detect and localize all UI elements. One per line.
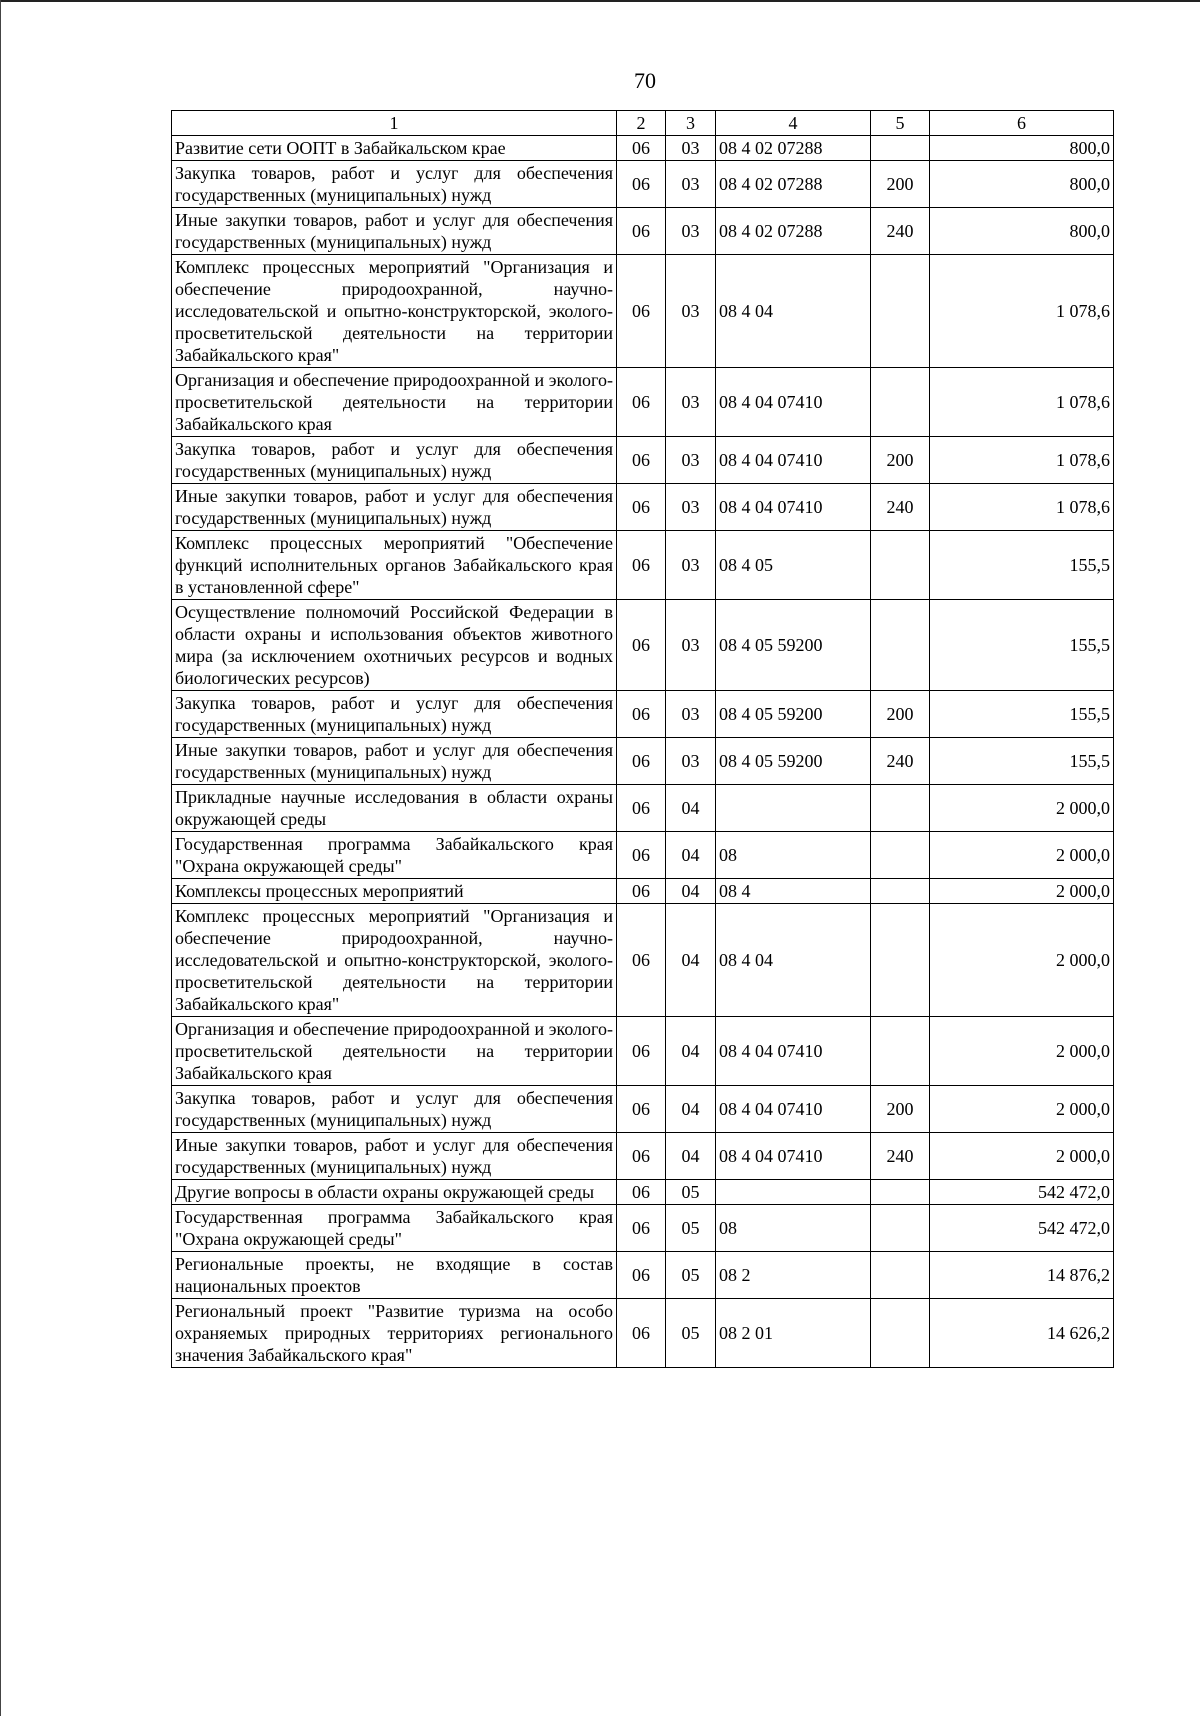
row-target-code-cell: 08 4 04 07410 xyxy=(716,1133,871,1180)
row-name-cell: Региональный проект "Развитие туризма на особо охраняемых природных территориях регионального значения Забайкальского края" xyxy=(172,1299,617,1368)
row-target-code-cell: 08 4 04 07410 xyxy=(716,437,871,484)
row-target-code-cell: 08 2 xyxy=(716,1252,871,1299)
row-target-code-cell: 08 4 02 07288 xyxy=(716,161,871,208)
table-row xyxy=(172,1252,1114,1299)
row-name-cell: Закупка товаров, работ и услуг для обеспечения государственных (муниципальных) нужд xyxy=(172,691,617,738)
row-subsection-cell: 03 xyxy=(666,531,716,600)
row-name-cell: Иные закупки товаров, работ и услуг для обеспечения государственных (муниципальных) нужд xyxy=(172,1133,617,1180)
row-subsection-cell: 05 xyxy=(666,1299,716,1368)
row-section-cell: 06 xyxy=(617,1017,666,1086)
row-target-code-cell: 08 2 01 xyxy=(716,1299,871,1368)
row-section-cell: 06 xyxy=(617,1299,666,1368)
row-target-code-cell: 08 4 xyxy=(716,879,871,904)
table-row xyxy=(172,437,1114,484)
row-expense-type-cell: 240 xyxy=(871,484,930,531)
row-section-cell: 06 xyxy=(617,368,666,437)
row-subsection-cell: 03 xyxy=(666,484,716,531)
row-target-code-cell: 08 4 02 07288 xyxy=(716,208,871,255)
row-section-cell: 06 xyxy=(617,1252,666,1299)
table-row xyxy=(172,255,1114,368)
table-row xyxy=(172,832,1114,879)
row-name-cell: Закупка товаров, работ и услуг для обеспечения государственных (муниципальных) нужд xyxy=(172,161,617,208)
row-expense-type-cell: 200 xyxy=(871,161,930,208)
row-section-cell: 06 xyxy=(617,208,666,255)
row-expense-type-cell xyxy=(871,136,930,161)
row-name-cell: Комплекс процессных мероприятий "Обеспечение функций исполнительных органов Забайкальского края в установленной сфере" xyxy=(172,531,617,600)
row-section-cell: 06 xyxy=(617,531,666,600)
row-section-cell: 06 xyxy=(617,437,666,484)
row-expense-type-cell xyxy=(871,1017,930,1086)
row-expense-type-cell: 200 xyxy=(871,691,930,738)
row-target-code-cell: 08 4 04 xyxy=(716,255,871,368)
header-col-1: 1 xyxy=(172,111,617,136)
row-target-code-cell: 08 4 05 59200 xyxy=(716,738,871,785)
row-section-cell: 06 xyxy=(617,1133,666,1180)
row-section-cell: 06 xyxy=(617,484,666,531)
row-amount-cell: 155,5 xyxy=(930,691,1114,738)
row-expense-type-cell xyxy=(871,600,930,691)
row-subsection-cell: 03 xyxy=(666,136,716,161)
row-target-code-cell xyxy=(716,1180,871,1205)
row-target-code-cell: 08 4 04 07410 xyxy=(716,1086,871,1133)
row-subsection-cell: 03 xyxy=(666,255,716,368)
header-col-2: 2 xyxy=(617,111,666,136)
table-row xyxy=(172,1017,1114,1086)
row-expense-type-cell: 200 xyxy=(871,437,930,484)
row-expense-type-cell xyxy=(871,1205,930,1252)
budget-table-header xyxy=(172,111,1114,136)
row-name-cell: Комплекс процессных мероприятий "Организация и обеспечение природоохранной, научно-исследовательской и опытно-конструкторской, эколого-просветительской деятельности на территории Забайкальского края" xyxy=(172,904,617,1017)
row-subsection-cell: 03 xyxy=(666,600,716,691)
header-col-3: 3 xyxy=(666,111,716,136)
row-subsection-cell: 04 xyxy=(666,785,716,832)
row-expense-type-cell xyxy=(871,904,930,1017)
table-row xyxy=(172,531,1114,600)
row-subsection-cell: 04 xyxy=(666,904,716,1017)
header-col-4: 4 xyxy=(716,111,871,136)
row-amount-cell: 542 472,0 xyxy=(930,1180,1114,1205)
row-subsection-cell: 03 xyxy=(666,437,716,484)
row-subsection-cell: 04 xyxy=(666,832,716,879)
row-target-code-cell: 08 xyxy=(716,832,871,879)
row-amount-cell: 1 078,6 xyxy=(930,484,1114,531)
row-expense-type-cell xyxy=(871,879,930,904)
table-row xyxy=(172,1299,1114,1368)
header-col-6: 6 xyxy=(930,111,1114,136)
row-name-cell: Комплекс процессных мероприятий "Организация и обеспечение природоохранной, научно-исследовательской и опытно-конструкторской, эколого-просветительской деятельности на территории Забайкальского края" xyxy=(172,255,617,368)
table-row xyxy=(172,368,1114,437)
row-amount-cell: 542 472,0 xyxy=(930,1205,1114,1252)
row-subsection-cell: 03 xyxy=(666,738,716,785)
scan-edge-left xyxy=(0,0,1,1716)
row-section-cell: 06 xyxy=(617,136,666,161)
table-row xyxy=(172,738,1114,785)
table-row xyxy=(172,484,1114,531)
row-target-code-cell: 08 4 04 07410 xyxy=(716,368,871,437)
row-subsection-cell: 03 xyxy=(666,208,716,255)
row-amount-cell: 800,0 xyxy=(930,161,1114,208)
row-subsection-cell: 04 xyxy=(666,1133,716,1180)
table-row xyxy=(172,1133,1114,1180)
table-row xyxy=(172,136,1114,161)
row-amount-cell: 2 000,0 xyxy=(930,832,1114,879)
header-row xyxy=(172,111,1114,136)
row-name-cell: Комплексы процессных мероприятий xyxy=(172,879,617,904)
row-target-code-cell: 08 4 02 07288 xyxy=(716,136,871,161)
table-row xyxy=(172,904,1114,1017)
row-amount-cell: 2 000,0 xyxy=(930,1086,1114,1133)
row-subsection-cell: 04 xyxy=(666,1017,716,1086)
row-section-cell: 06 xyxy=(617,691,666,738)
row-name-cell: Региональные проекты, не входящие в состав национальных проектов xyxy=(172,1252,617,1299)
row-name-cell: Организация и обеспечение природоохранной и эколого-просветительской деятельности на территории Забайкальского края xyxy=(172,1017,617,1086)
row-expense-type-cell: 240 xyxy=(871,738,930,785)
row-amount-cell: 2 000,0 xyxy=(930,1017,1114,1086)
table-row xyxy=(172,1086,1114,1133)
row-amount-cell: 14 626,2 xyxy=(930,1299,1114,1368)
row-target-code-cell xyxy=(716,785,871,832)
row-expense-type-cell: 240 xyxy=(871,1133,930,1180)
row-expense-type-cell xyxy=(871,1299,930,1368)
table-row xyxy=(172,161,1114,208)
row-name-cell: Иные закупки товаров, работ и услуг для обеспечения государственных (муниципальных) нужд xyxy=(172,208,617,255)
row-name-cell: Другие вопросы в области охраны окружающей среды xyxy=(172,1180,617,1205)
row-expense-type-cell xyxy=(871,832,930,879)
table-row xyxy=(172,785,1114,832)
row-amount-cell: 1 078,6 xyxy=(930,437,1114,484)
row-name-cell: Закупка товаров, работ и услуг для обеспечения государственных (муниципальных) нужд xyxy=(172,1086,617,1133)
row-subsection-cell: 03 xyxy=(666,368,716,437)
budget-table xyxy=(171,110,1114,1368)
row-amount-cell: 800,0 xyxy=(930,136,1114,161)
row-name-cell: Организация и обеспечение природоохранной и эколого-просветительской деятельности на территории Забайкальского края xyxy=(172,368,617,437)
row-section-cell: 06 xyxy=(617,1205,666,1252)
row-amount-cell: 14 876,2 xyxy=(930,1252,1114,1299)
row-section-cell: 06 xyxy=(617,600,666,691)
row-amount-cell: 155,5 xyxy=(930,531,1114,600)
row-target-code-cell: 08 4 05 59200 xyxy=(716,691,871,738)
row-amount-cell: 800,0 xyxy=(930,208,1114,255)
row-expense-type-cell xyxy=(871,785,930,832)
row-subsection-cell: 03 xyxy=(666,161,716,208)
row-subsection-cell: 05 xyxy=(666,1180,716,1205)
row-name-cell: Государственная программа Забайкальского края "Охрана окружающей среды" xyxy=(172,832,617,879)
row-name-cell: Закупка товаров, работ и услуг для обеспечения государственных (муниципальных) нужд xyxy=(172,437,617,484)
row-name-cell: Осуществление полномочий Российской Федерации в области охраны и использования объектов животного мира (за исключением охотничьих ресурсов и водных биологических ресурсов) xyxy=(172,600,617,691)
row-amount-cell: 2 000,0 xyxy=(930,1133,1114,1180)
row-expense-type-cell xyxy=(871,1252,930,1299)
row-name-cell: Развитие сети ООПТ в Забайкальском крае xyxy=(172,136,617,161)
row-expense-type-cell xyxy=(871,255,930,368)
page-number: 70 xyxy=(634,68,656,93)
row-name-cell: Иные закупки товаров, работ и услуг для обеспечения государственных (муниципальных) нужд xyxy=(172,484,617,531)
row-amount-cell: 2 000,0 xyxy=(930,785,1114,832)
row-expense-type-cell: 240 xyxy=(871,208,930,255)
row-section-cell: 06 xyxy=(617,1180,666,1205)
row-subsection-cell: 03 xyxy=(666,691,716,738)
row-subsection-cell: 04 xyxy=(666,1086,716,1133)
row-name-cell: Государственная программа Забайкальского края "Охрана окружающей среды" xyxy=(172,1205,617,1252)
row-expense-type-cell: 200 xyxy=(871,1086,930,1133)
row-name-cell: Прикладные научные исследования в области охраны окружающей среды xyxy=(172,785,617,832)
table-row xyxy=(172,691,1114,738)
row-amount-cell: 1 078,6 xyxy=(930,368,1114,437)
row-expense-type-cell xyxy=(871,531,930,600)
row-section-cell: 06 xyxy=(617,904,666,1017)
row-target-code-cell: 08 4 05 59200 xyxy=(716,600,871,691)
table-row xyxy=(172,879,1114,904)
row-target-code-cell: 08 4 04 07410 xyxy=(716,1017,871,1086)
row-target-code-cell: 08 4 05 xyxy=(716,531,871,600)
row-section-cell: 06 xyxy=(617,785,666,832)
scan-edge-top xyxy=(0,0,1200,2)
row-subsection-cell: 05 xyxy=(666,1205,716,1252)
row-amount-cell: 155,5 xyxy=(930,600,1114,691)
row-expense-type-cell xyxy=(871,1180,930,1205)
row-section-cell: 06 xyxy=(617,879,666,904)
row-amount-cell: 155,5 xyxy=(930,738,1114,785)
table-row xyxy=(172,1205,1114,1252)
table-row xyxy=(172,600,1114,691)
row-target-code-cell: 08 4 04 xyxy=(716,904,871,1017)
row-amount-cell: 2 000,0 xyxy=(930,879,1114,904)
budget-table-body xyxy=(172,136,1114,1368)
row-section-cell: 06 xyxy=(617,1086,666,1133)
header-col-5: 5 xyxy=(871,111,930,136)
row-section-cell: 06 xyxy=(617,161,666,208)
row-expense-type-cell xyxy=(871,368,930,437)
row-section-cell: 06 xyxy=(617,738,666,785)
row-amount-cell: 2 000,0 xyxy=(930,904,1114,1017)
row-target-code-cell: 08 4 04 07410 xyxy=(716,484,871,531)
row-name-cell: Иные закупки товаров, работ и услуг для обеспечения государственных (муниципальных) нужд xyxy=(172,738,617,785)
row-section-cell: 06 xyxy=(617,255,666,368)
row-section-cell: 06 xyxy=(617,832,666,879)
row-subsection-cell: 05 xyxy=(666,1252,716,1299)
table-row xyxy=(172,1180,1114,1205)
row-target-code-cell: 08 xyxy=(716,1205,871,1252)
row-subsection-cell: 04 xyxy=(666,879,716,904)
table-row xyxy=(172,208,1114,255)
row-amount-cell: 1 078,6 xyxy=(930,255,1114,368)
